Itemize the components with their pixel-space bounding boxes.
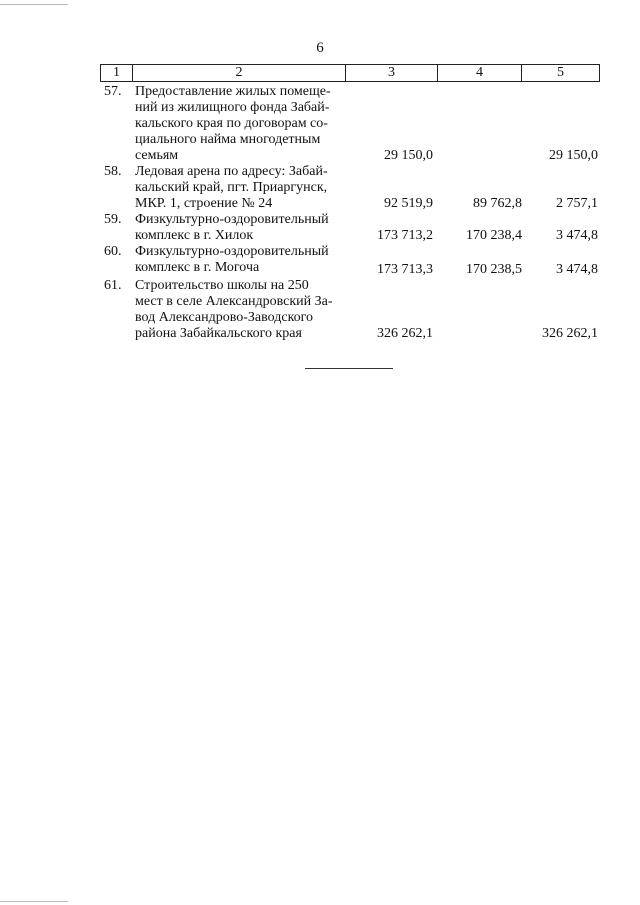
row-name-line: семьям: [135, 148, 179, 163]
header-col-3: 3: [345, 65, 437, 81]
row-name-line: Ледовая арена по адресу: Забай-: [135, 164, 328, 179]
table-row: [100, 84, 600, 164]
row-name-line: вод Александрово-Заводского: [135, 310, 314, 325]
row-name-line: МКР. 1, строение № 24: [135, 196, 273, 211]
table-row: [100, 212, 600, 244]
row-name: [135, 212, 338, 244]
table-row: [100, 244, 600, 278]
header-col-2: 2: [132, 65, 345, 81]
row-value-col4: 170 238,5: [466, 262, 522, 277]
scan-edge-line-bottom: [0, 901, 68, 902]
header-col-4: 4: [437, 65, 521, 81]
row-value-col5: 326 262,1: [542, 326, 598, 341]
row-value-col3: 173 713,2: [377, 228, 433, 243]
row-name: [135, 278, 338, 342]
row-name-line: кальский край, пгт. Приаргунск,: [135, 180, 328, 195]
row-name-line: Физкультурно-оздоровительный: [135, 244, 329, 259]
row-name-line: Физкультурно-оздоровительный: [135, 212, 329, 227]
row-name-line: комплекс в г. Хилок: [135, 228, 254, 243]
table-header-row: [100, 64, 600, 82]
end-of-table-rule: [305, 368, 393, 369]
header-col-5: 5: [521, 65, 599, 81]
row-value-col3: 173 713,3: [377, 262, 433, 277]
page-number: 6: [316, 40, 324, 56]
scan-edge-line-top: [0, 4, 68, 5]
table-row: [100, 278, 600, 342]
row-value-col4: 170 238,4: [466, 228, 522, 243]
row-value-col5: 3 474,8: [556, 262, 598, 277]
row-name-line: Предоставление жилых помеще-: [135, 84, 331, 99]
row-name-line: Строительство школы на 250: [135, 278, 309, 293]
row-name: [135, 164, 338, 212]
row-name-line: района Забайкальского края: [135, 326, 302, 341]
row-name-line: комплекс в г. Могоча: [135, 260, 260, 275]
row-name-line: ний из жилищного фонда Забай-: [135, 100, 330, 115]
row-value-col5: 2 757,1: [556, 196, 598, 211]
row-value-col3: 326 262,1: [377, 326, 433, 341]
header-col-1: 1: [113, 65, 120, 80]
row-number: 57.: [104, 84, 122, 99]
row-value-col3: 29 150,0: [384, 148, 433, 163]
row-number: 59.: [104, 212, 122, 227]
row-number: 61.: [104, 278, 122, 293]
table-row: [100, 164, 600, 212]
row-number: 60.: [104, 244, 122, 259]
row-value-col5: 3 474,8: [556, 228, 598, 243]
row-name: [135, 244, 338, 276]
row-name-line: циального найма многодетным: [135, 132, 321, 147]
row-number: 58.: [104, 164, 122, 179]
row-value-col4: 89 762,8: [473, 196, 522, 211]
row-value-col5: 29 150,0: [549, 148, 598, 163]
row-name-line: мест в селе Александровский За-: [135, 294, 333, 309]
row-name: [135, 84, 338, 164]
row-value-col3: 92 519,9: [384, 196, 433, 211]
row-name-line: кальского края по договорам со-: [135, 116, 328, 131]
